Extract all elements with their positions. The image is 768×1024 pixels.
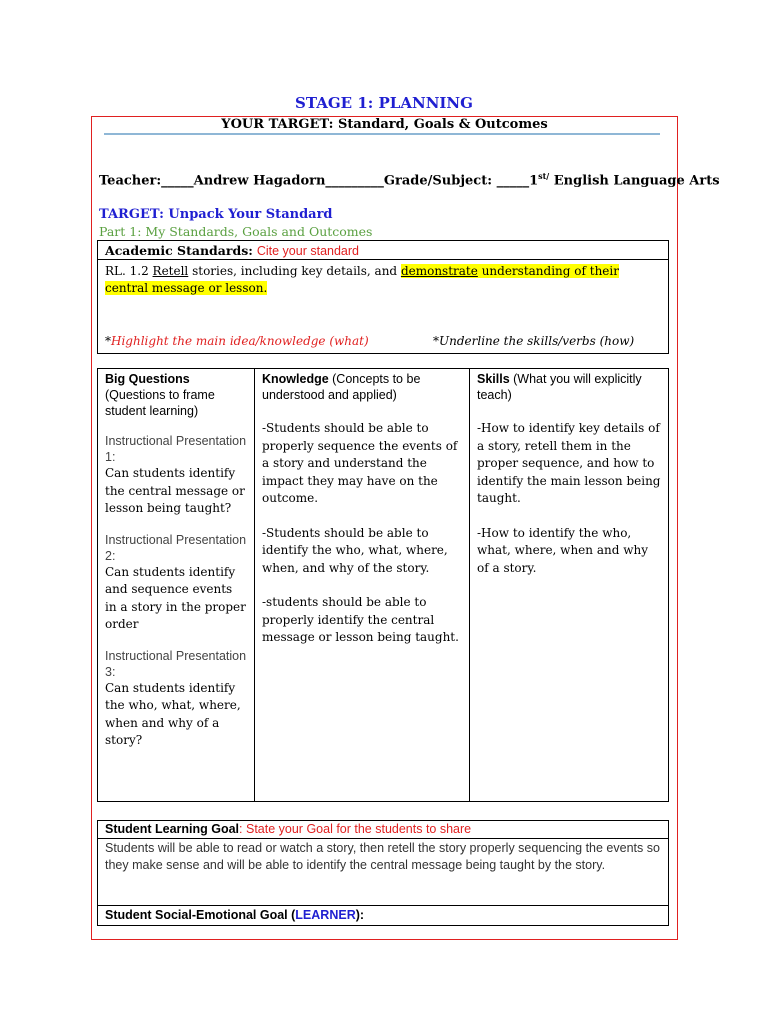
skills-item: -How to identify key details of a story, retell them in the proper sequence, and how to identify the main lesson being taught. <box>477 421 661 505</box>
questions-knowledge-skills-table <box>97 368 669 802</box>
highlight-note-text: Highlight the main idea/knowledge (what) <box>111 334 369 348</box>
learning-goal-header <box>98 821 668 839</box>
grade-value: 1 <box>529 173 539 189</box>
heading-divider <box>104 133 660 135</box>
teacher-label: Teacher: <box>99 173 162 189</box>
part1-title: Part 1: My Standards, Goals and Outcomes <box>99 224 373 239</box>
skills-subtitle: (What you will explicitly teach) <box>477 372 642 402</box>
presentation-question: Can students identify the who, what, where, when and why of a story? <box>105 680 241 747</box>
social-goal-learner: LEARNER <box>295 908 356 922</box>
presentation-label: Instructional Presentation 1: <box>105 434 247 464</box>
subject-value: English Language Arts <box>553 173 720 189</box>
teacher-line <box>99 171 720 188</box>
grade-blank: _____ <box>496 173 530 189</box>
big-questions-title: Big Questions <box>105 372 190 386</box>
academic-standards-box <box>97 240 669 354</box>
standard-code: RL. 1.2 <box>105 264 153 278</box>
standard-text-1: stories, including key details, and <box>188 264 401 278</box>
teacher-blank-before: _____ <box>161 173 194 189</box>
cite-prompt: Cite your standard <box>256 244 359 258</box>
learning-goal-text: Students will be able to read or watch a story, then retell the story properly sequencing the events so they make sense and will be able to identify the central message being taught by the story. <box>105 841 660 872</box>
page-title: STAGE 1: PLANNING <box>295 94 473 112</box>
social-emotional-goal <box>105 908 364 922</box>
skills-header <box>477 371 661 403</box>
teacher-blank-after: _________ <box>325 173 384 189</box>
verb-demonstrate: demonstrate <box>400 264 478 278</box>
knowledge-item: -students should be able to properly identify the central message or lesson being taught. <box>262 595 459 644</box>
learning-goal-label: Student Learning Goal <box>105 822 240 836</box>
highlight-note-star: * <box>105 334 111 348</box>
presentation-label: Instructional Presentation 2: <box>105 532 247 563</box>
knowledge-item: -Students should be able to identify the who, what, where, when, and why of the story. <box>262 525 448 575</box>
underline-note: *Underline the skills/verbs (how) <box>433 334 635 348</box>
learning-goal-prompt: : State your Goal for the students to share <box>239 822 472 836</box>
learning-goal-box <box>97 820 669 926</box>
presentation-label: Instructional Presentation 3: <box>105 648 247 679</box>
knowledge-title: Knowledge <box>262 372 329 386</box>
knowledge-header <box>262 371 462 403</box>
social-goal-end: ): <box>355 908 365 922</box>
teacher-name: Andrew Hagadorn <box>193 173 326 189</box>
skills-column <box>470 369 668 579</box>
goal-divider <box>98 905 668 906</box>
presentation-question: Can students identify and sequence events in a story in the proper order <box>105 564 246 631</box>
unpack-title: TARGET: Unpack Your Standard <box>99 207 333 222</box>
knowledge-column <box>255 369 469 649</box>
skills-item: -How to identify the who, what, where, when and why of a story. <box>477 525 648 575</box>
standard-text <box>105 263 661 297</box>
big-questions-column <box>98 369 254 752</box>
presentation-question: Can students identify the central message or lesson being taught? <box>105 466 245 515</box>
verb-retell: Retell <box>152 264 189 278</box>
grade-label: Grade/Subject: <box>383 173 493 189</box>
big-questions-subtitle: (Questions to frame student learning) <box>105 388 215 418</box>
standards-header <box>98 241 668 260</box>
social-goal-label: Student Social-Emotional Goal ( <box>105 908 296 922</box>
grade-suffix: st/ <box>538 171 550 181</box>
big-questions-header <box>105 371 247 419</box>
target-heading: YOUR TARGET: Standard, Goals & Outcomes <box>221 117 548 132</box>
knowledge-item: -Students should be able to properly sequence the events of a story and understand the impact they may have on the outcome. <box>262 421 458 505</box>
skills-title: Skills <box>477 372 510 386</box>
knowledge-subtitle: (Concepts to be understood and applied) <box>262 372 421 402</box>
standards-label: Academic Standards: <box>105 243 253 258</box>
highlight-note <box>105 334 369 348</box>
main-idea-highlight: understanding of their central message or lesson. <box>105 264 619 295</box>
